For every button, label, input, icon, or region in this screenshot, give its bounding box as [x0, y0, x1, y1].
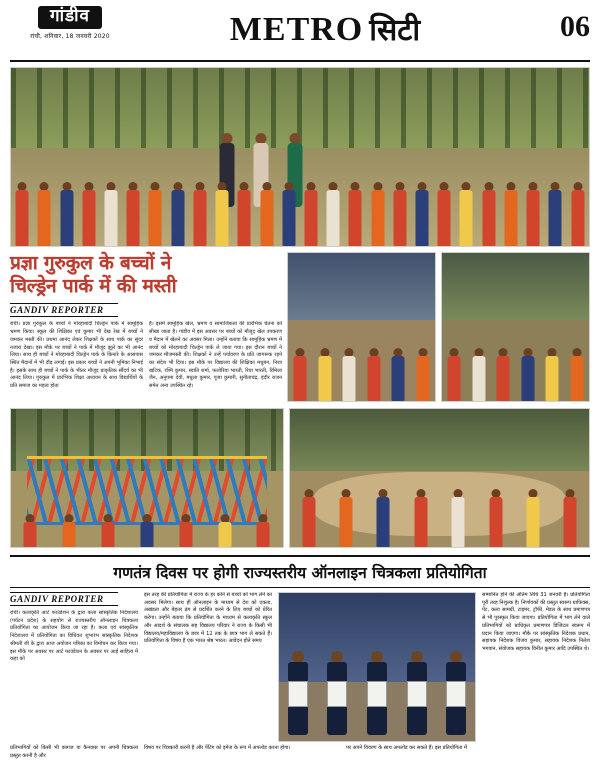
story1-headline — [10, 252, 282, 298]
story1-bottom-photos — [10, 408, 590, 548]
story1-column-2: है। इसमें सामूहिक खेल, भ्रमण व सामाजिकता की प्रारंभिक चेतना को सीखा जाता है। गांडीव में इस अवसर पर बच्चों को मौजूद खेल उपकरण व मैदान में खेलने का अवसर मिला। उन्होंने बताया कि सामूहिक भ्रमण में बच्चों को मोरहाबादी चिल्ड्रेन पार्क ले जाया गया। इस दौरान बच्चों ने जमकर मौजमस्ती की। शिक्षकों ने उन्हें पर्यावरण के प्रति जागरूक रहने का संदेश भी दिया। इस मौके पर विद्यालय की शिक्षिका मधुबन, निशा खटिक, रश्मि कुमार, स्वाति शर्मा, फलोरिया भारती, रिया भारती, रिमिला जैन, अनुपमा देवी, मधुला कुमार, पूजा कुमारी, सुनीताचंद्र, इंदीर राजन समेत अन्य उपस्थित रहे। — [149, 321, 282, 390]
photo-children-row — [11, 139, 589, 246]
story2-body — [10, 592, 590, 742]
story2-column-3: सम्मानित होने की अंतिम तिथि 31 जनवरी है। प्रतियोगिता पूरी तरह निशुल्क है। निर्णायकों की प्रस्तुत स्वरूप ग्राफिक्स, पेंट, कला सामग्री, टाइमर, ट्रॉफी, मेडल के साथ प्रमाणपत्र से भी पुरस्कृत किया जाएगा। प्रतियोगिता में भाग लेने वाले प्रतिभागियों को प्राधिकृत प्रमाणपत्र डिजिटल स्वरूप में प्रदान किया जाएगा। मौके पर सांस्कृतिक निदेशक प्रधान, सहायक निदेशक विजय कुमार, सहायक निदेशक निलेश भगवान, संयोजक सहायक विनीत कुमार आदि उपस्थित थे। — [482, 592, 590, 653]
story1-column-1: रांची। प्रज्ञा गुरुकुल के बच्चों ने मोरहाबादी चिल्ड्रेन पार्क में सामूहिक भ्रमण किया। स्कूल की शिक्षिका एवं कुमार भी देख रेख में बच्चों ने जमकर मस्ती की। प्रथमा आनंद लेकर शिक्षकों के साथ पार्क का सुंदर नजारा देखा। इस मौके पर बच्चों ने पार्क में मौजूद झूले का भी आनंद लिया। साथ ही बच्चों ने मोरहाबादी चिल्ड्रेन पार्क के किनारे के आसपास स्थित मैदानों में भी दौड़ लगाई। इस प्रकार बच्चों ने अपनी भूमिका निभाई है। इसके साथ ही बच्चों ने पार्क के भीतर मौजूद प्राकृतिक सौंदर्य का भी आनंद लिया। गुरुकुल में प्रारंभिक शिक्षा अध्ययन के साथ विद्यार्थियों के प्रति समाज का महत्व होता — [10, 321, 143, 390]
story2-left-column — [10, 592, 138, 742]
sandpit-photo — [289, 408, 590, 548]
publication-logo — [10, 6, 130, 40]
side-photo-right — [441, 252, 590, 402]
story1-columns — [10, 321, 282, 402]
story2-caption-c: पर अपने विवरण के साथ अपलोड कर सकते हैं। इस प्रतियोगिता में — [346, 745, 468, 751]
section-title-en: METRO — [229, 11, 364, 48]
masthead — [10, 6, 590, 62]
story1-headline-line1: प्रज्ञा गुरुकुल के बच्चों ने — [10, 252, 172, 274]
story2-column-2: इस तरह की प्रतियोगिता में राज्य के हर कोने से बच्चों को भाग लेने का अवसर मिलेगा। साथ ही ऑनलाइन के माध्यम से देश को एकता, अखंडता और बेहतर ढंग से प्रदर्शित करने के लिए बच्चों को प्रेरित करेगा। उन्होंने बताया कि प्रतियोगिता के माध्यम से कलाकृति स्कूल और आदर्श के संचालक सह विद्यालय परिवार ने राज्य के किसी भी विद्यालय/महाविद्यालय के छात्र में 12 तक के छात्र भाग ले सकते हैं। प्रतियोगिता के विषय है एक भारत श्रेष्ठ भारत। आवेदन होते समय — [144, 592, 272, 645]
story1-byline: GANDIV REPORTER — [10, 303, 118, 317]
photo-officials — [287, 651, 467, 735]
logo-dateline: रांची, शनिवार, 18 जनवरी 2020 — [30, 32, 110, 40]
hero-photo — [10, 67, 590, 247]
side-photo-left — [287, 252, 436, 402]
section-title — [130, 8, 520, 49]
story1-top-row — [10, 252, 590, 402]
playground-photo — [10, 408, 284, 548]
story1-headline-line2: चिल्ड्रेन पार्क में की मस्ती — [10, 275, 177, 298]
story1-side-photos — [287, 252, 590, 402]
story2-column-1: रांची। कलाकृति आर्ट फाउंडेशन के द्वारा कला सांस्कृतिक निदेशालय (पर्यटन प्रदेश) के सहयोग से राज्यस्तरीय ऑनलाइन चित्रकला प्रतियोगिता का आयोजन किया जा रहा है। कला एवं सांस्कृतिक निदेशालय में प्रतियोगिता का विधिवत शुभारंभ सांस्कृतिक निदेशक श्रीमती जी के द्वारा आज अयोजन पत्रिका का विमोचन कर किया गया। इस मौके पर अवसर पर आर्ट फाउंडेशन के अवसर पर आई साहित्य में कहा को — [10, 610, 138, 663]
story1-text-block — [10, 252, 282, 402]
story2-byline: GANDIV REPORTER — [10, 592, 118, 606]
section-title-hi: सिटी — [369, 13, 421, 48]
page-number: 06 — [560, 10, 590, 43]
story2-headline: गणतंत्र दिवस पर होगी राज्यस्तरीय ऑनलाइन चित्रकला प्रतियोगिता — [10, 557, 590, 588]
officials-photo — [278, 592, 476, 742]
story2-caption-a: प्रतिभागियों को किसी भी कागज या कैनवास पर अपनी चित्रकला प्रस्तुत करनी है और — [10, 745, 138, 759]
story2-caption-b: विषय पर चित्रकारी करनी है और पेंटिंग को इमेज के रूप में अपलोड करना होगा। — [144, 745, 291, 751]
logo-text: गांडीव — [38, 6, 102, 29]
story2-captions — [10, 745, 590, 760]
